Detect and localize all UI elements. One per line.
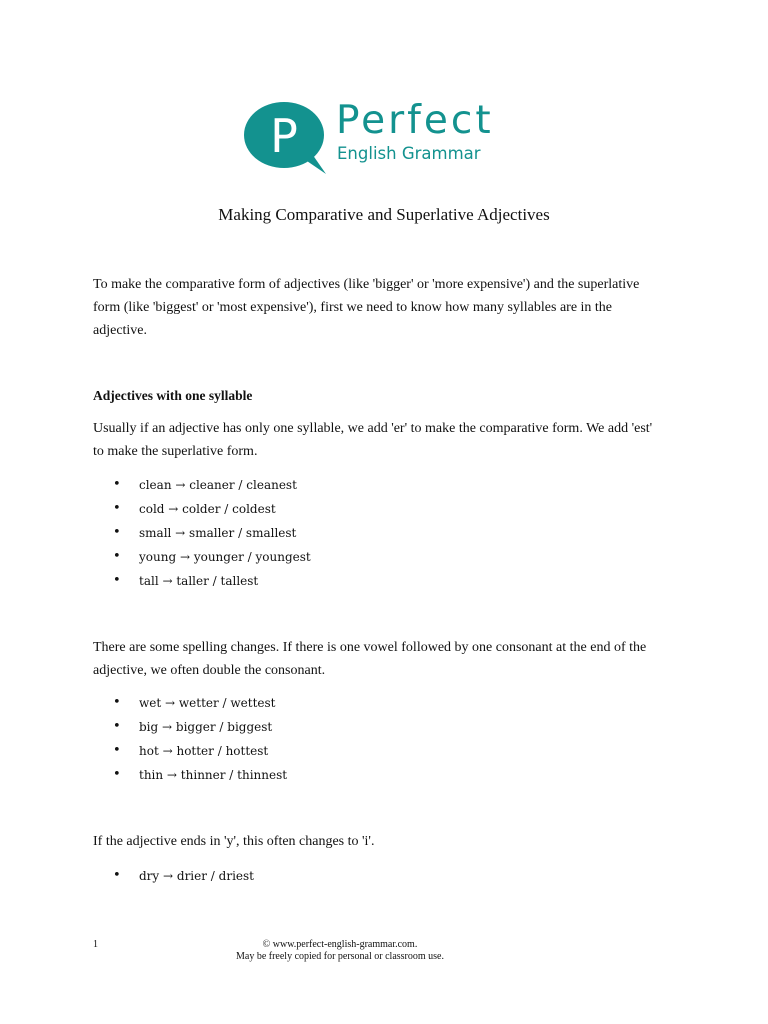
footer-license: May be freely copied for personal or classroom use. (236, 951, 444, 962)
list-item: • wet → wetter / wettest (93, 691, 287, 715)
bullet-icon: • (113, 525, 121, 540)
intro-paragraph (93, 273, 683, 342)
section-heading-one-syllable: Adjectives with one syllable (93, 388, 253, 403)
bullet-icon: • (113, 743, 121, 758)
logo-wordmark: Perfect (336, 98, 494, 143)
bullet-icon: • (113, 549, 121, 564)
y-to-i-paragraph (93, 830, 683, 853)
spelling-line-1: There are some spelling changes. If there is one vowel followed by one consonant at the end of the (93, 640, 647, 655)
bullet-icon: • (113, 695, 121, 710)
spelling-line-2: adjective, we often double the consonant. (93, 663, 326, 678)
logo-subtitle: English Grammar (337, 144, 481, 163)
y-to-i-examples-list (93, 864, 254, 888)
intro-line-2: form (like 'biggest' or 'most expensive'), first we need to know how many syllables are in the (93, 300, 613, 315)
list-item: • thin → thinner / thinnest (93, 763, 287, 787)
bullet-icon: • (113, 573, 121, 588)
bullet-icon: • (113, 719, 121, 734)
intro-line-3: adjective. (93, 323, 148, 338)
logo-letter: P (270, 109, 298, 163)
page-number: 1 (93, 939, 98, 950)
list-item: • hot → hotter / hottest (93, 739, 287, 763)
bullet-icon: • (113, 868, 121, 883)
list-item: • clean → cleaner / cleanest (93, 473, 311, 497)
bullet-icon: • (113, 501, 121, 516)
spelling-changes-paragraph (93, 636, 683, 682)
footer (150, 939, 530, 963)
perfect-english-grammar-logo (244, 98, 534, 175)
list-item: • small → smaller / smallest (93, 521, 311, 545)
page-title: Making Comparative and Superlative Adjectives (218, 205, 550, 224)
speech-bubble-logo-icon (244, 101, 328, 175)
list-item: • dry → drier / driest (93, 864, 254, 888)
list-item: • big → bigger / biggest (93, 715, 287, 739)
one-syllable-line-1: Usually if an adjective has only one syllable, we add 'er' to make the comparative form. We add 'est' (93, 421, 653, 436)
list-item: • cold → colder / coldest (93, 497, 311, 521)
intro-line-1: To make the comparative form of adjectives (like 'bigger' or 'more expensive') and the superlative (93, 277, 640, 292)
bullet-icon: • (113, 477, 121, 492)
list-item: • tall → taller / tallest (93, 569, 311, 593)
one-syllable-examples-list (93, 473, 311, 593)
double-consonant-examples-list (93, 691, 287, 787)
one-syllable-paragraph (93, 417, 683, 463)
bullet-icon: • (113, 767, 121, 782)
one-syllable-line-2: to make the superlative form. (93, 444, 258, 459)
list-item: • young → younger / youngest (93, 545, 311, 569)
y-to-i-line-1: If the adjective ends in 'y', this often changes to 'i'. (93, 834, 375, 849)
footer-copyright: © www.perfect-english-grammar.com. (262, 939, 418, 950)
